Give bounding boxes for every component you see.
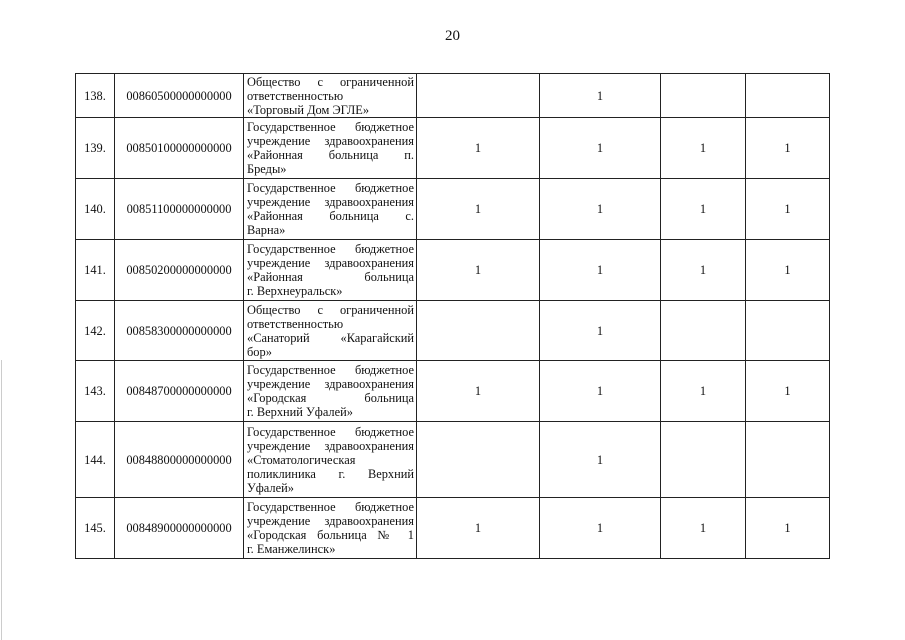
value-cell-col3: [661, 301, 746, 361]
value-cell-col2: 1: [540, 74, 661, 118]
organization-name-line: г. Верхний Уфалей»: [247, 405, 353, 419]
organization-name-cell: [244, 179, 417, 240]
organization-name-line: Государственное бюджетное: [247, 363, 414, 377]
organization-name-line: Бреды»: [247, 162, 287, 176]
table-row: [76, 422, 830, 498]
organization-name-line: учреждение здравоохранения: [247, 195, 414, 209]
value-cell-col4: [746, 74, 830, 118]
row-number-cell: 138.: [76, 74, 115, 118]
organization-code-cell: 00858300000000000: [115, 301, 244, 361]
organization-name-line: «Стоматологическая: [247, 452, 356, 467]
value-cell-col2: 1: [540, 179, 661, 240]
organization-name-line: «Городская больница: [247, 391, 414, 405]
organization-name-line: Государственное бюджетное: [247, 181, 414, 195]
value-cell-col1: 1: [417, 118, 540, 179]
value-cell-col1: 1: [417, 498, 540, 559]
organization-name-line: Уфалей»: [247, 480, 294, 495]
organization-name-line: учреждение здравоохранения: [247, 256, 414, 270]
organization-name-cell: [244, 422, 417, 498]
organization-name-line: Общество с ограниченной: [247, 74, 414, 89]
organization-name-line: Варна»: [247, 223, 286, 237]
value-cell-col3: [661, 74, 746, 118]
value-cell-col3: 1: [661, 118, 746, 179]
page-number: 20: [445, 28, 460, 44]
table-row: [76, 361, 830, 422]
value-cell-col4: 1: [746, 498, 830, 559]
organization-name-line: «Городская больница № 1: [247, 528, 414, 542]
value-cell-col1: 1: [417, 240, 540, 301]
value-cell-col2: 1: [540, 422, 661, 498]
organization-name-cell: [244, 498, 417, 559]
organization-name-line: Государственное бюджетное: [247, 424, 414, 439]
value-cell-col4: [746, 422, 830, 498]
value-cell-col1: [417, 301, 540, 361]
organization-name-line: учреждение здравоохранения: [247, 438, 414, 453]
organization-name-cell: [244, 240, 417, 301]
organization-name-line: г. Еманжелинск»: [247, 542, 336, 556]
organization-code-cell: 00851100000000000: [115, 179, 244, 240]
value-cell-col2: 1: [540, 240, 661, 301]
value-cell-col3: [661, 422, 746, 498]
row-number-cell: 139.: [76, 118, 115, 179]
organization-name-line: Государственное бюджетное: [247, 120, 414, 134]
value-cell-col1: [417, 74, 540, 118]
row-number-cell: 142.: [76, 301, 115, 361]
table-row: [76, 74, 830, 118]
organization-code-cell: 00860500000000000: [115, 74, 244, 118]
row-number-cell: 144.: [76, 422, 115, 498]
organization-name-line: учреждение здравоохранения: [247, 134, 414, 148]
value-cell-col4: 1: [746, 361, 830, 422]
table-row: [76, 179, 830, 240]
organization-code-cell: 00848900000000000: [115, 498, 244, 559]
organization-name-line: Общество с ограниченной: [247, 302, 414, 317]
organization-name-cell: [244, 118, 417, 179]
table-row: [76, 118, 830, 179]
organization-name-line: «Районная больница п.: [247, 148, 414, 162]
value-cell-col3: 1: [661, 240, 746, 301]
organization-name-line: г. Верхнеуральск»: [247, 284, 343, 298]
organization-name-line: ответственностью: [247, 88, 344, 103]
organization-code-cell: 00848700000000000: [115, 361, 244, 422]
value-cell-col1: [417, 422, 540, 498]
value-cell-col3: 1: [661, 179, 746, 240]
table-row: [76, 301, 830, 361]
scan-edge-line: [1, 360, 2, 640]
organization-code-cell: 00850100000000000: [115, 118, 244, 179]
organization-name-line: ответственностью: [247, 316, 344, 331]
value-cell-col2: 1: [540, 301, 661, 361]
table-row: [76, 498, 830, 559]
organization-name-line: Государственное бюджетное: [247, 500, 414, 514]
organization-name-cell: [244, 74, 417, 118]
value-cell-col4: 1: [746, 240, 830, 301]
row-number-cell: 145.: [76, 498, 115, 559]
organization-name-line: «Торговый Дом ЭГЛЕ»: [247, 102, 370, 117]
value-cell-col1: 1: [417, 361, 540, 422]
organization-name-line: учреждение здравоохранения: [247, 514, 414, 528]
value-cell-col2: 1: [540, 361, 661, 422]
organization-code-cell: 00850200000000000: [115, 240, 244, 301]
organization-name-cell: [244, 361, 417, 422]
value-cell-col2: 1: [540, 498, 661, 559]
organization-name-line: Государственное бюджетное: [247, 242, 414, 256]
organization-name-line: «Районная больница с.: [247, 209, 414, 223]
value-cell-col3: 1: [661, 361, 746, 422]
table-row: [76, 240, 830, 301]
organization-name-line: «Районная больница: [247, 270, 414, 284]
value-cell-col4: [746, 301, 830, 361]
value-cell-col4: 1: [746, 179, 830, 240]
row-number-cell: 143.: [76, 361, 115, 422]
value-cell-col2: 1: [540, 118, 661, 179]
row-number-cell: 140.: [76, 179, 115, 240]
organization-name-line: «Санаторий «Карагайский: [247, 330, 414, 345]
organization-name-line: учреждение здравоохранения: [247, 377, 414, 391]
organization-name-line: бор»: [247, 344, 272, 359]
value-cell-col4: 1: [746, 118, 830, 179]
value-cell-col1: 1: [417, 179, 540, 240]
row-number-cell: 141.: [76, 240, 115, 301]
organization-code-cell: 00848800000000000: [115, 422, 244, 498]
value-cell-col3: 1: [661, 498, 746, 559]
registry-table-body: [76, 74, 830, 559]
organization-name-line: поликлиника г. Верхний: [247, 466, 414, 481]
organization-name-cell: [244, 301, 417, 361]
registry-table: [75, 73, 830, 559]
